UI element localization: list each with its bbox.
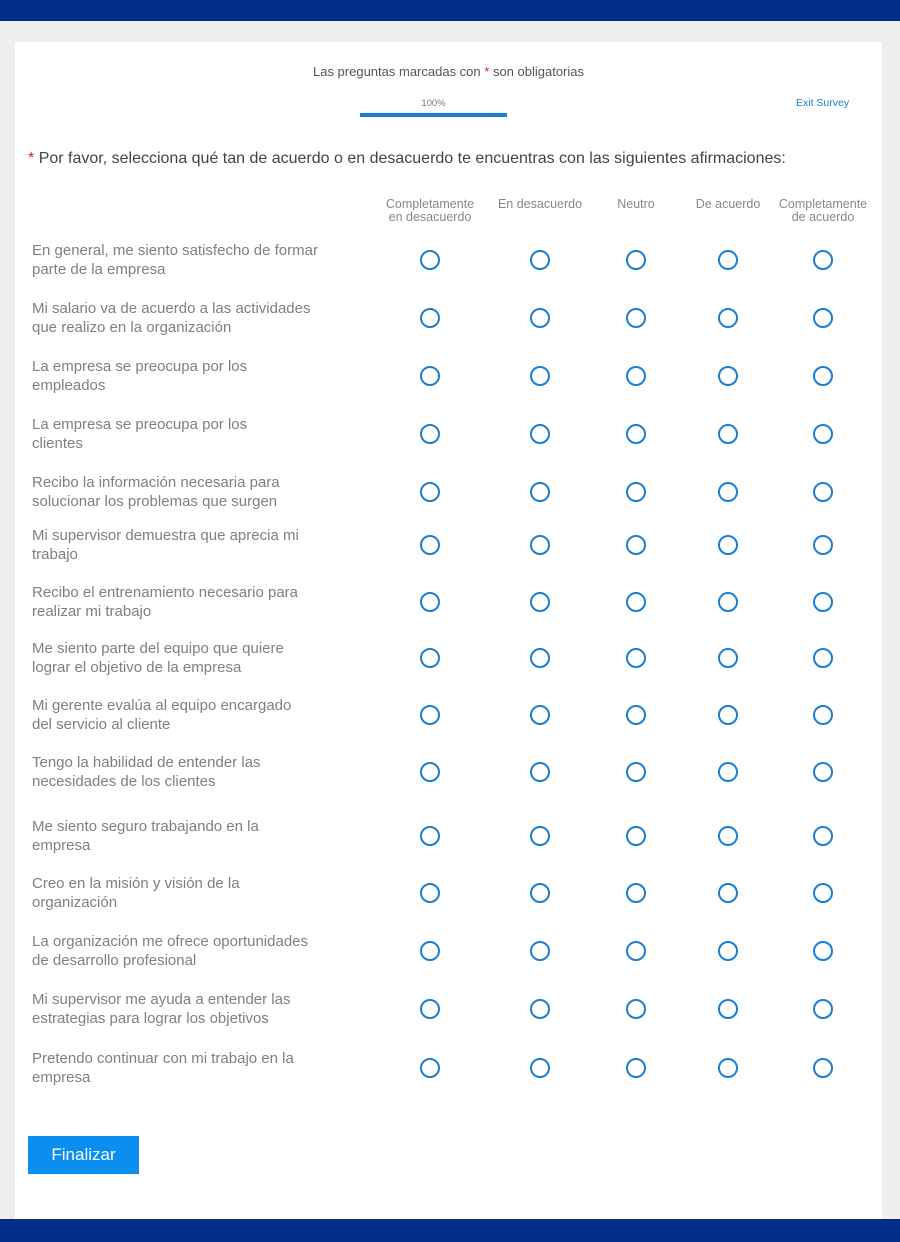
- radio-option-1[interactable]: [420, 250, 440, 270]
- statement-line: empleados: [32, 377, 106, 394]
- radio-option-5[interactable]: [813, 883, 833, 903]
- radio-option-3[interactable]: [626, 762, 646, 782]
- radio-option-2[interactable]: [530, 705, 550, 725]
- radio-option-2[interactable]: [530, 366, 550, 386]
- radio-option-2[interactable]: [530, 941, 550, 961]
- radio-option-2[interactable]: [530, 592, 550, 612]
- statement-label: [32, 817, 372, 855]
- radio-option-5[interactable]: [813, 308, 833, 328]
- radio-option-2[interactable]: [530, 826, 550, 846]
- statement-line: que realizo en la organización: [32, 319, 232, 336]
- statement-line: Recibo la información necesaria para: [32, 474, 280, 491]
- statement-line: lograr el objetivo de la empresa: [32, 659, 242, 676]
- radio-option-5[interactable]: [813, 535, 833, 555]
- top-brand-bar: [0, 0, 900, 21]
- radio-option-4[interactable]: [718, 482, 738, 502]
- scale-header-line: Neutro: [617, 197, 655, 211]
- required-note: [15, 64, 882, 79]
- statement-line: En general, me siento satisfecho de formar: [32, 242, 318, 259]
- radio-option-2[interactable]: [530, 250, 550, 270]
- scale-header-2: [485, 198, 595, 211]
- scale-header-line: en desacuerdo: [388, 210, 472, 224]
- radio-option-2[interactable]: [530, 762, 550, 782]
- statement-line: La empresa se preocupa por los: [32, 416, 248, 433]
- radio-option-3[interactable]: [626, 648, 646, 668]
- statement-line: realizar mi trabajo: [32, 603, 152, 620]
- radio-option-3[interactable]: [626, 705, 646, 725]
- statement-line: Creo en la misión y visión de la: [32, 875, 240, 892]
- required-star: *: [28, 150, 35, 167]
- radio-option-3[interactable]: [626, 941, 646, 961]
- progress-fill: [360, 113, 507, 117]
- radio-option-5[interactable]: [813, 705, 833, 725]
- radio-option-1[interactable]: [420, 308, 440, 328]
- radio-option-3[interactable]: [626, 999, 646, 1019]
- statement-line: Me siento parte del equipo que quiere: [32, 640, 284, 657]
- statement-line: necesidades de los clientes: [32, 773, 216, 790]
- radio-option-1[interactable]: [420, 999, 440, 1019]
- radio-option-3[interactable]: [626, 308, 646, 328]
- statement-label: [32, 1049, 372, 1087]
- statement-label: [32, 874, 372, 912]
- radio-option-4[interactable]: [718, 250, 738, 270]
- survey-card: [15, 42, 882, 1219]
- statement-line: Mi supervisor me ayuda a entender las: [32, 991, 291, 1008]
- radio-option-3[interactable]: [626, 482, 646, 502]
- statement-line: Tengo la habilidad de entender las: [32, 754, 261, 771]
- statement-line: clientes: [32, 435, 83, 452]
- radio-option-1[interactable]: [420, 941, 440, 961]
- radio-option-4[interactable]: [718, 366, 738, 386]
- radio-option-4[interactable]: [718, 826, 738, 846]
- radio-option-4[interactable]: [718, 999, 738, 1019]
- radio-option-1[interactable]: [420, 1058, 440, 1078]
- statement-label: [32, 932, 372, 970]
- statement-line: organización: [32, 894, 118, 911]
- radio-option-3[interactable]: [626, 592, 646, 612]
- statement-label: [32, 526, 372, 564]
- statement-label: [32, 990, 372, 1028]
- statement-label: [32, 241, 372, 279]
- radio-option-2[interactable]: [530, 482, 550, 502]
- statement-line: Mi supervisor demuestra que aprecia mi: [32, 527, 299, 544]
- radio-option-1[interactable]: [420, 648, 440, 668]
- radio-option-1[interactable]: [420, 826, 440, 846]
- required-note-suffix: son obligatorias: [489, 64, 584, 79]
- radio-option-2[interactable]: [530, 883, 550, 903]
- radio-option-1[interactable]: [420, 366, 440, 386]
- statement-label: [32, 299, 372, 337]
- radio-option-2[interactable]: [530, 999, 550, 1019]
- question-title: [28, 150, 786, 168]
- required-star: *: [484, 64, 490, 79]
- scale-header-line: De acuerdo: [695, 197, 761, 211]
- radio-option-1[interactable]: [420, 705, 440, 725]
- radio-option-2[interactable]: [530, 535, 550, 555]
- statement-line: parte de la empresa: [32, 261, 166, 278]
- radio-option-5[interactable]: [813, 1058, 833, 1078]
- radio-option-3[interactable]: [626, 1058, 646, 1078]
- scale-header-line: En desacuerdo: [497, 197, 583, 211]
- statement-line: Mi gerente evalúa al equipo encargado: [32, 697, 292, 714]
- scale-header-1: [375, 198, 485, 224]
- radio-option-5[interactable]: [813, 592, 833, 612]
- radio-option-5[interactable]: [813, 762, 833, 782]
- radio-option-2[interactable]: [530, 648, 550, 668]
- radio-option-5[interactable]: [813, 999, 833, 1019]
- radio-option-4[interactable]: [718, 883, 738, 903]
- radio-option-1[interactable]: [420, 482, 440, 502]
- radio-option-4[interactable]: [718, 941, 738, 961]
- statement-label: [32, 473, 372, 511]
- statement-label: [32, 357, 372, 395]
- statement-line: Pretendo continuar con mi trabajo en la: [32, 1050, 294, 1067]
- radio-option-4[interactable]: [718, 592, 738, 612]
- required-note-prefix: Las preguntas marcadas con: [312, 64, 485, 79]
- radio-option-4[interactable]: [718, 705, 738, 725]
- finish-button[interactable]: Finalizar: [28, 1136, 139, 1174]
- scale-header-5: [768, 198, 878, 224]
- statement-line: estrategias para lograr los objetivos: [32, 1010, 269, 1027]
- radio-option-4[interactable]: [718, 308, 738, 328]
- statement-line: La empresa se preocupa por los: [32, 358, 248, 375]
- radio-option-1[interactable]: [420, 535, 440, 555]
- radio-option-5[interactable]: [813, 250, 833, 270]
- question-text: Por favor, selecciona qué tan de acuerdo o en desacuerdo te encuentras con las siguientes afirmaciones:: [38, 150, 786, 167]
- statement-line: de desarrollo profesional: [32, 952, 197, 969]
- statement-line: del servicio al cliente: [32, 716, 171, 733]
- statement-line: Me siento seguro trabajando en la: [32, 818, 259, 835]
- radio-option-4[interactable]: [718, 762, 738, 782]
- radio-option-5[interactable]: [813, 648, 833, 668]
- radio-option-1[interactable]: [420, 883, 440, 903]
- radio-option-3[interactable]: [626, 826, 646, 846]
- radio-option-2[interactable]: [530, 1058, 550, 1078]
- statement-label: [32, 753, 372, 791]
- statement-label: [32, 583, 372, 621]
- radio-option-4[interactable]: [718, 1058, 738, 1078]
- statement-line: Mi salario va de acuerdo a las actividades: [32, 300, 311, 317]
- statement-line: empresa: [32, 1069, 91, 1086]
- scale-header-line: Completamente: [778, 197, 868, 211]
- statement-label: [32, 639, 372, 677]
- exit-survey-link[interactable]: Exit Survey: [796, 97, 850, 109]
- radio-option-5[interactable]: [813, 826, 833, 846]
- radio-option-3[interactable]: [626, 366, 646, 386]
- scale-header-4: [673, 198, 783, 211]
- radio-option-4[interactable]: [718, 424, 738, 444]
- progress-bar: [360, 113, 507, 117]
- statement-line: solucionar los problemas que surgen: [32, 493, 278, 510]
- radio-option-4[interactable]: [718, 535, 738, 555]
- statement-line: empresa: [32, 837, 91, 854]
- radio-option-2[interactable]: [530, 424, 550, 444]
- radio-option-5[interactable]: [813, 424, 833, 444]
- radio-option-1[interactable]: [420, 424, 440, 444]
- radio-option-5[interactable]: [813, 482, 833, 502]
- statement-line: La organización me ofrece oportunidades: [32, 933, 309, 950]
- statement-label: [32, 415, 372, 453]
- radio-option-5[interactable]: [813, 941, 833, 961]
- radio-option-2[interactable]: [530, 308, 550, 328]
- radio-option-4[interactable]: [718, 648, 738, 668]
- statement-label: [32, 696, 372, 734]
- radio-option-3[interactable]: [626, 250, 646, 270]
- scale-header-line: Completamente: [385, 197, 475, 211]
- radio-option-5[interactable]: [813, 366, 833, 386]
- radio-option-3[interactable]: [626, 535, 646, 555]
- scale-header-line: de acuerdo: [791, 210, 855, 224]
- progress-label: 100%: [421, 98, 446, 109]
- statement-line: Recibo el entrenamiento necesario para: [32, 584, 298, 601]
- bottom-brand-bar: [0, 1219, 900, 1242]
- radio-option-1[interactable]: [420, 762, 440, 782]
- statement-line: trabajo: [32, 546, 78, 563]
- radio-option-3[interactable]: [626, 424, 646, 444]
- radio-option-1[interactable]: [420, 592, 440, 612]
- radio-option-3[interactable]: [626, 883, 646, 903]
